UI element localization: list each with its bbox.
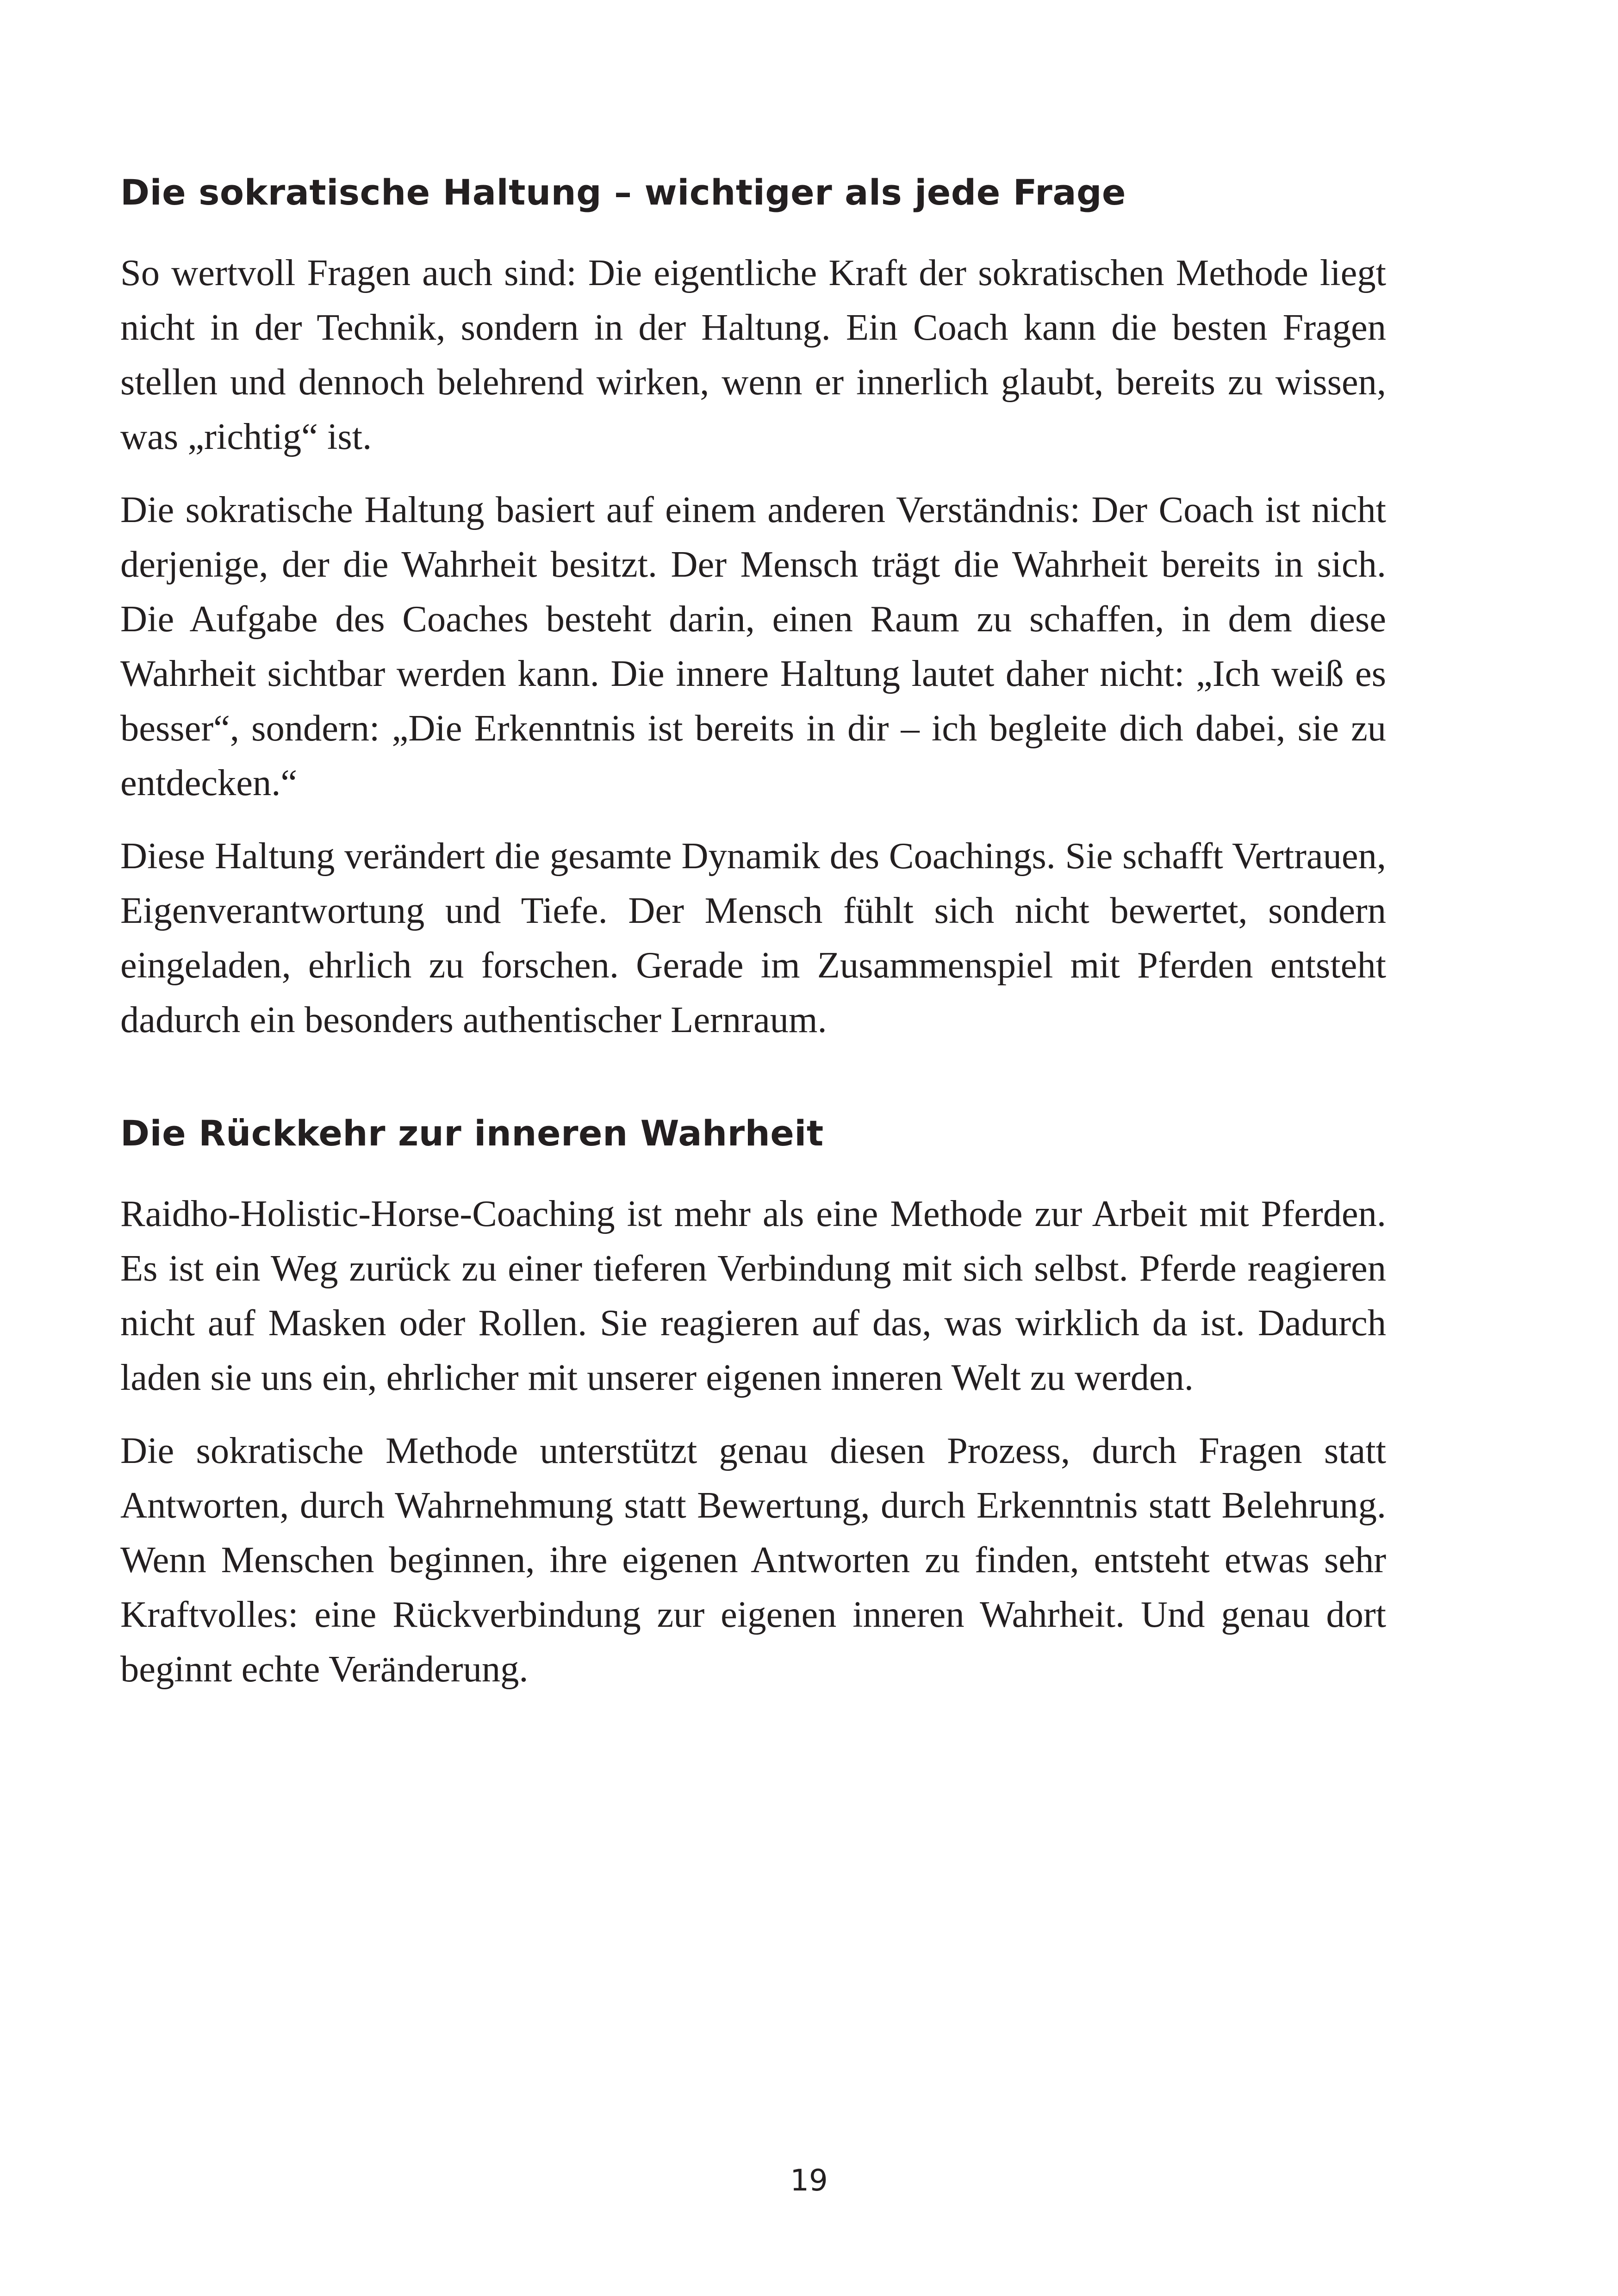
- paragraph: Die sokratische Methode unterstützt genau diesen Prozess, durch Fragen statt Antworten, durch Wahrnehmung statt Bewertung, durch Erkenntnis statt Belehrung. Wenn Menschen beginnen, ihre eigenen Antworten zu finden, entsteht etwas sehr Kraftvolles: eine Rückverbindung zur eigenen inneren Wahrheit. Und genau dort beginnt echte Veränderung.: [120, 1430, 1386, 1690]
- page-content: [120, 157, 1386, 1715]
- section-heading-rueckkehr: Die Rückkehr zur inneren Wahrheit: [120, 1113, 824, 1154]
- paragraph: Die sokratische Haltung basiert auf einem anderen Verständnis: Der Coach ist nicht derjenige, der die Wahrheit besitzt. Der Mensch trägt die Wahrheit bereits in sich. Die Aufgabe des Coaches besteht darin, einen Raum zu schaffen, in dem diese Wahrheit sichtbar werden kann. Die innere Haltung lautet daher nicht: „Ich weiß es besser“, sondern: „Die Erkenntnis ist bereits in dir – ich begleite dich dabei, sie zu entdecken.“: [120, 489, 1386, 804]
- paragraph: Diese Haltung verändert die gesamte Dynamik des Coachings. Sie schafft Vertrauen, Eigenverantwortung und Tiefe. Der Mensch fühlt sich nicht bewertet, sondern eingeladen, ehrlich zu forschen. Gerade im Zusammenspiel mit Pferden entsteht dadurch ein besonders authentischer Lernraum.: [120, 835, 1386, 1041]
- section-heading-sokratische-haltung: Die sokratische Haltung – wichtiger als jede Frage: [120, 172, 1126, 213]
- paragraph: Raidho-Holistic-Horse-Coaching ist mehr als eine Methode zur Arbeit mit Pferden. Es ist ein Weg zurück zu einer tieferen Verbindung mit sich selbst. Pferde reagieren nicht auf Masken oder Rollen. Sie reagieren auf das, was wirklich da ist. Dadurch laden sie uns ein, ehrlicher mit unserer eigenen inneren Welt zu werden.: [120, 1193, 1386, 1399]
- paragraph: So wertvoll Fragen auch sind: Die eigentliche Kraft der sokratischen Methode liegt nicht in der Technik, sondern in der Haltung. Ein Coach kann die besten Fragen stellen und dennoch belehrend wirken, wenn er innerlich glaubt, bereits zu wissen, was „richtig“ ist.: [120, 252, 1386, 458]
- page-number: 19: [790, 2164, 828, 2198]
